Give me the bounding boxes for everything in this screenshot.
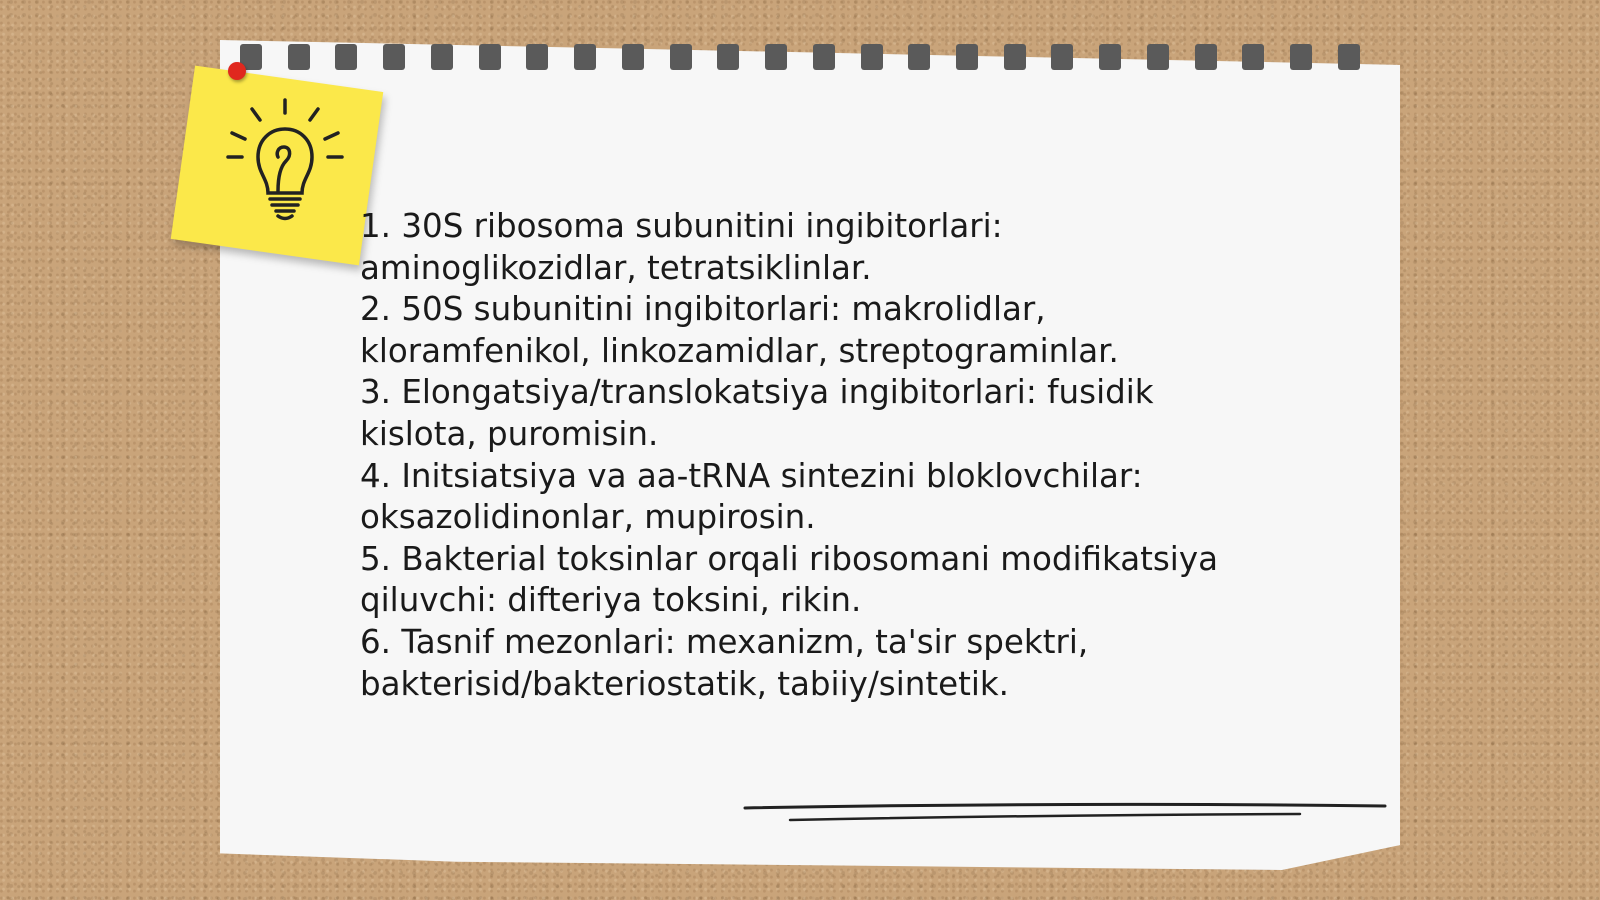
push-pin-icon xyxy=(228,62,246,80)
list-item: 3. Elongatsiya/translokatsiya ingibitorlari: fusidik kislota, puromisin. xyxy=(360,373,1154,453)
lightbulb-icon xyxy=(220,95,350,225)
spiral-holes xyxy=(240,44,1360,74)
list-item: 4. Initsiatsiya va aa-tRNA sintezini bloklovchilar: oksazolidinonlar, mupirosin. xyxy=(360,456,1143,537)
list-item: 2. 50S subunitini ingibitorlari: makrolidlar, kloramfenikol, linkozamidlar, streptograminlar. xyxy=(360,290,1119,370)
list-item: 1. 30S ribosoma subunitini ingibitorlari: aminoglikozidlar, tetratsiklinlar. xyxy=(360,207,1003,287)
list-item: 5. Bakterial toksinlar orqali ribosomani modifikatsiya qiluvchi: difteriya toksini, rikin. xyxy=(360,539,1218,620)
decorative-lines xyxy=(740,800,1390,830)
bullet-list xyxy=(360,206,1240,705)
list-item: 6. Tasnif mezonlari: mexanizm, ta'sir spektri, bakterisid/bakteriostatik, tabiiy/sintetik. xyxy=(360,622,1089,703)
